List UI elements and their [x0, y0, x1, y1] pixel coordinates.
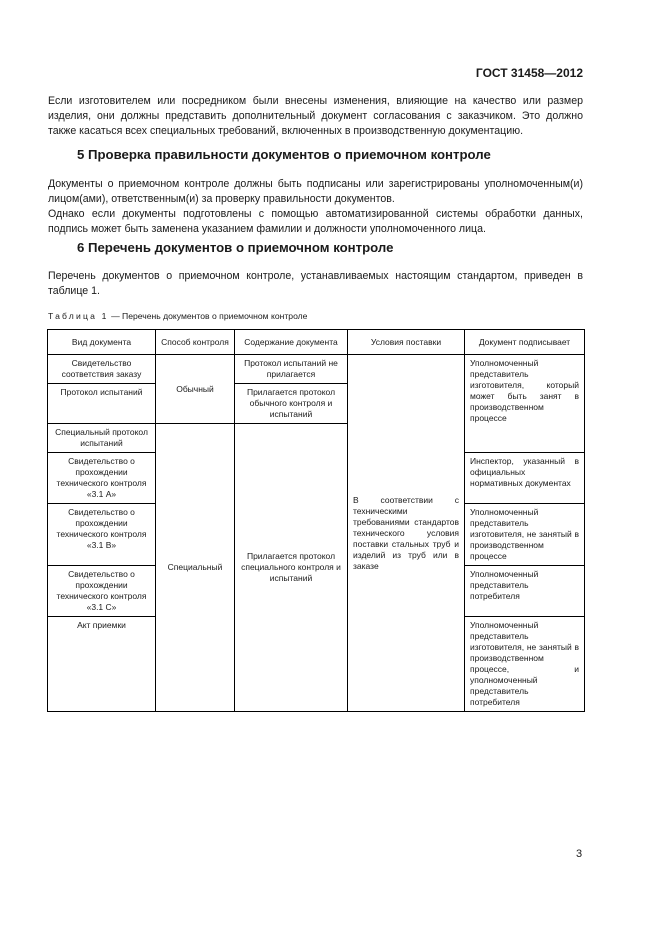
signer-cell: Инспектор, указанный в официальных нормативных документах [465, 453, 585, 504]
signer-cell: Уполномоченный представитель изготовителя, не занятый в производственном процессе [465, 504, 585, 566]
table-caption [48, 311, 307, 321]
control-method-cell: Специальный [156, 424, 235, 712]
doc-type-cell: Акт приемки [48, 617, 156, 712]
signer-cell: Уполномоченный представитель изготовителя, который может быть занят в производственном процессе [465, 355, 585, 453]
table-caption-text: — Перечень документов о приемочном контроле [111, 311, 308, 321]
table-header-row [48, 330, 585, 355]
page-number: 3 [576, 848, 583, 860]
signer-cell: Уполномоченный представитель потребителя [465, 566, 585, 617]
section-5-title: 5 Проверка правильности документов о приемочном контроле [77, 147, 491, 162]
doc-type-cell: Специальный протокол испытаний [48, 424, 156, 453]
control-method-cell: Обычный [156, 355, 235, 424]
standard-number: ГОСТ 31458—2012 [475, 66, 583, 80]
intro-paragraph: Если изготовителем или посредником были внесены изменения, влияющие на качество или размер изделия, они должны представить дополнительный документ согласования с заказчиком. Это должно также касаться всех специальных требований, включенных в производственную документацию. [48, 95, 583, 137]
header-signer: Документ подписывает [465, 330, 585, 355]
content-cell: Протокол испытаний не прилагается [235, 355, 348, 384]
section-5-paragraph-2: Однако если документы подготовлены с помощью автоматизированной системы обработки данных, подпись может быть заменена указанием фамилии и должности уполномоченного лица. [48, 208, 583, 235]
section-6-paragraph-1: Перечень документов о приемочном контроле, устанавливаемых настоящим стандартом, приведен в таблице 1. [48, 270, 583, 297]
doc-type-cell: Свидетельство о прохождении технического контроля «3.1 А» [48, 453, 156, 504]
section-5-paragraph-1: Документы о приемочном контроле должны быть подписаны или зарегистрированы уполномоченным(и) лицом(ами), ответственным(и) за проверку правильности документов. [48, 178, 583, 205]
header-control-method: Способ контроля [156, 330, 235, 355]
documents-table [47, 329, 585, 712]
doc-type-cell: Свидетельство соответствия заказу [48, 355, 156, 384]
doc-type-cell: Свидетельство о прохождении технического контроля «3.1 В» [48, 504, 156, 566]
header-delivery-conditions: Условия поставки [348, 330, 465, 355]
signer-cell: Уполномоченный представитель изготовителя, не занятый в производственном процессе, и уполномоченный представитель потребителя [465, 617, 585, 712]
table-caption-label: Таблица 1 [48, 311, 109, 321]
delivery-conditions-cell: В соответствии с техническими требованиями стандартов технического условия поставки стальных труб и изделий из труб или в заказе [348, 355, 465, 712]
header-content: Содержание документа [235, 330, 348, 355]
content-cell: Прилагается протокол обычного контроля и испытаний [235, 384, 348, 424]
content-cell: Прилагается протокол специального контроля и испытаний [235, 424, 348, 712]
doc-type-cell: Свидетельство о прохождении технического контроля «3.1 С» [48, 566, 156, 617]
table-row [48, 355, 585, 384]
section-6-title: 6 Перечень документов о приемочном контроле [77, 240, 394, 255]
header-doc-type: Вид документа [48, 330, 156, 355]
doc-type-cell: Протокол испытаний [48, 384, 156, 424]
